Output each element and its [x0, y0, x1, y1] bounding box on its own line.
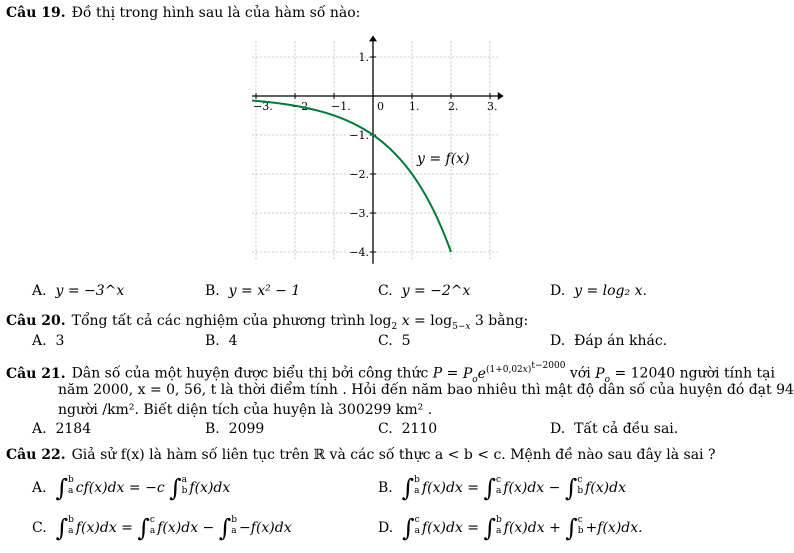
q20-text-b: bằng:: [483, 313, 529, 329]
q20-option-c[interactable]: [378, 333, 411, 349]
x-tick-label: 1.: [409, 100, 420, 113]
q20-option-d[interactable]: [550, 333, 667, 349]
y-tick-label: −2.: [349, 168, 369, 181]
q20-number: Câu 20.: [6, 313, 66, 329]
q20-option-b-key: B.: [205, 333, 220, 349]
graph-axes: [252, 36, 504, 264]
q21-option-c[interactable]: [378, 421, 437, 437]
q20-prompt: Câu 20. Tổng tất cả các nghiệm của phương trình $\log_2 x = \log_{5-x} 3$ bằng:: [6, 313, 529, 332]
q19-option-a-text: y = −3^x: [55, 283, 125, 299]
q21-option-b-key: B.: [205, 421, 220, 437]
y-tick-label: −4.: [349, 246, 369, 259]
q20-option-a-key: A.: [32, 333, 47, 349]
x-tick-label: 3.: [487, 100, 498, 113]
q19-option-c-text: y = −2^x: [401, 283, 471, 299]
q21-line1-c: người tính tại: [675, 365, 776, 382]
q20-option-c-key: C.: [378, 333, 393, 349]
q22-option-b-key: B.: [378, 480, 393, 496]
x-axis-arrow: [498, 92, 504, 100]
q21-number: Câu 21.: [6, 365, 66, 382]
q21-option-c-key: C.: [378, 421, 393, 437]
q21-option-a[interactable]: [32, 421, 91, 437]
q20-option-b[interactable]: [205, 333, 238, 349]
q22-number: Câu 22.: [6, 447, 66, 463]
q19-text: Đồ thị trong hình sau là của hàm số nào:: [71, 5, 361, 21]
q21-prompt-line2: năm 2000, x = 0, 56, t là thời điểm tính . Hỏi đến năm bao nhiêu thì mật độ dân số của huyện đó đạt 94: [58, 382, 794, 398]
x-tick-label: −2.: [292, 100, 312, 113]
q19-option-a-key: A.: [32, 283, 47, 299]
q19-option-c-key: C.: [378, 283, 393, 299]
y-tick-label: −3.: [349, 207, 369, 220]
q19-option-b-key: B.: [205, 283, 220, 299]
q20-option-b-text: 4: [228, 333, 238, 349]
q21-line1-a: Dân số của một huyện được biểu thị bởi công thức: [71, 365, 433, 382]
q21-prompt-line1: Câu 21. Dân số của một huyện được biểu thị bởi công thức $P = P_oe^{(1+0,02x)^{t-2000}}$ với $P_o = 12040$ người tính tại: [6, 361, 776, 385]
q20-option-a[interactable]: [32, 333, 64, 349]
q22-option-b[interactable]: B. ∫ b a f(x)dx = ∫ c a f(x)dx − ∫ c b f(x)dx: [378, 474, 626, 502]
q21-prompt-line3: người /km². Biết diện tích của huyện là 300299 km² .: [58, 402, 433, 418]
q20-option-d-text: Đáp án khác.: [574, 333, 668, 349]
q22-option-a-key: A.: [32, 480, 47, 496]
q22-option-d-key: D.: [378, 520, 394, 536]
y-tick-label: −1.: [349, 129, 369, 142]
q19-graph: [245, 30, 507, 260]
q19-option-a[interactable]: [32, 283, 124, 299]
graph-function-label: y = f(x): [417, 151, 470, 167]
q21-option-c-text: 2110: [401, 421, 438, 437]
q21-option-b[interactable]: [205, 421, 264, 437]
q21-option-a-text: 2184: [55, 421, 92, 437]
q22-option-a[interactable]: A. ∫ b a cf(x)dx = −c ∫ a b f(x)dx: [32, 474, 231, 502]
y-tick-label: 1.: [358, 51, 369, 64]
q22-option-d[interactable]: D. ∫ c a f(x)dx = ∫ b a f(x)dx + ∫ c b +f(x)dx.: [378, 514, 643, 542]
q19-option-b[interactable]: [205, 283, 300, 299]
q19-option-d-text: y = log₂ x.: [574, 283, 647, 299]
y-axis-arrow: [369, 36, 377, 42]
q21-option-d[interactable]: [550, 421, 678, 437]
q22-prompt: [6, 447, 715, 463]
x-tick-label: 0: [377, 100, 384, 113]
q21-option-d-key: D.: [550, 421, 566, 437]
q21-option-b-text: 2099: [228, 421, 265, 437]
q20-text-a: Tổng tất cả các nghiệm của phương trình log: [71, 313, 392, 329]
q20-option-a-text: 3: [55, 333, 65, 349]
q19-option-d[interactable]: [550, 283, 647, 299]
q19-prompt: [6, 5, 360, 21]
x-tick-label: −1.: [331, 100, 351, 113]
q20-option-c-text: 5: [401, 333, 411, 349]
q22-text: Giả sử f(x) là hàm số liên tục trên ℝ và các số thực a < b < c. Mệnh đề nào sau đây là sai ?: [71, 447, 716, 463]
q19-option-c[interactable]: [378, 283, 470, 299]
q21-option-d-text: Tất cả đều sai.: [574, 421, 679, 437]
q21-line1-b: với: [565, 365, 596, 382]
x-tick-label: 2.: [448, 100, 459, 113]
q20-option-d-key: D.: [550, 333, 566, 349]
q19-number: Câu 19.: [6, 5, 66, 21]
q22-option-c-key: C.: [32, 520, 47, 536]
q19-option-d-key: D.: [550, 283, 566, 299]
q22-option-c[interactable]: C. ∫ b a f(x)dx = ∫ c a f(x)dx − ∫ b a −f(x)dx: [32, 514, 292, 542]
q21-option-a-key: A.: [32, 421, 47, 437]
x-tick-label: −3.: [253, 100, 273, 113]
q19-option-b-text: y = x² − 1: [228, 283, 301, 299]
